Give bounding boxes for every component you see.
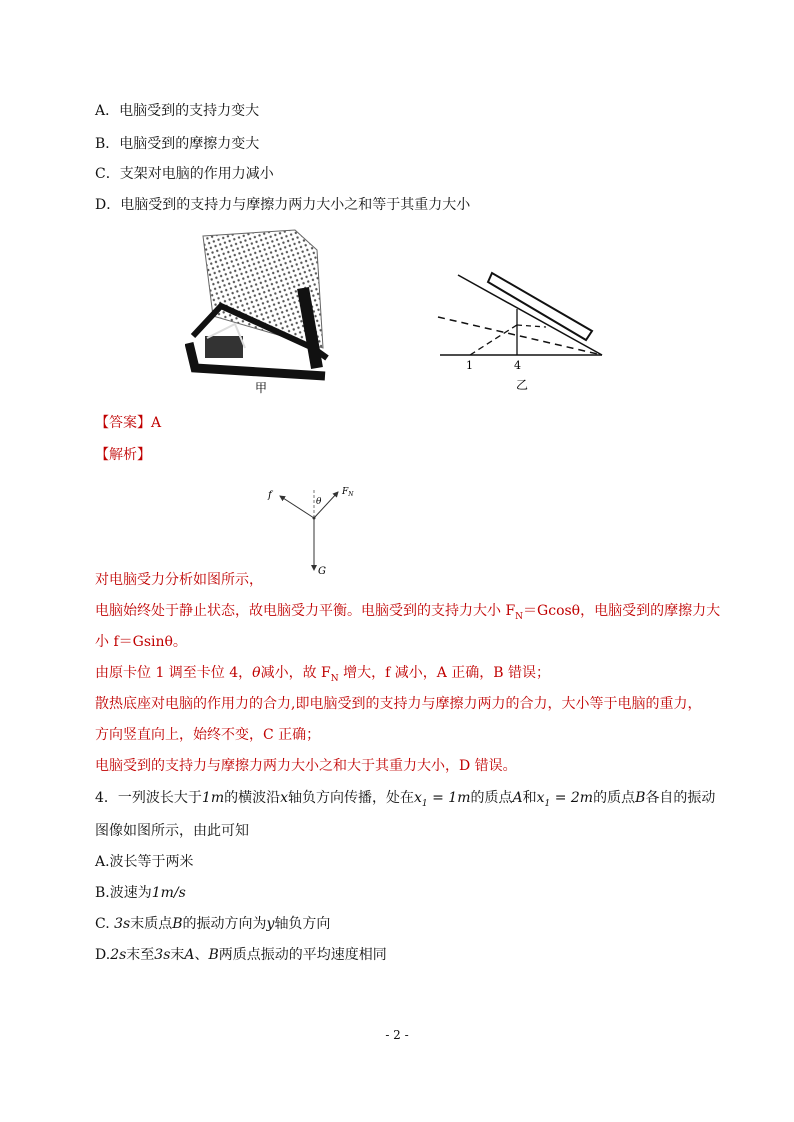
question-4-option-c: C. 3s末质点B的振动方向为y轴负方向 bbox=[95, 916, 331, 932]
option-a: A．电脑受到的支持力变大 bbox=[95, 103, 260, 119]
position-1-label: 1 bbox=[466, 359, 473, 372]
answer-label: 【答案】A bbox=[95, 415, 162, 431]
analysis-line-3: 小 f＝Gsinθ。 bbox=[95, 634, 187, 650]
analysis-line-5: 散热底座对电脑的作用力的合力,即电脑受到的支持力与摩擦力两力的合力，大小等于电脑的重力， bbox=[95, 696, 702, 712]
question-4-option-b: B.波速为1m/s bbox=[95, 885, 186, 901]
normal-force-subscript: N bbox=[348, 491, 354, 498]
figure-label-yi: 乙 bbox=[516, 378, 529, 392]
analysis-label: 【解析】 bbox=[95, 447, 151, 463]
question-4-option-d: D.2s末至3s末A、B两质点振动的平均速度相同 bbox=[95, 947, 387, 963]
option-d: D．电脑受到的支持力与摩擦力两力大小之和等于其重力大小 bbox=[95, 197, 471, 213]
question-4-stem-line-2: 图像如图所示，由此可知 bbox=[95, 823, 249, 839]
stand-schematic-figure bbox=[430, 265, 610, 395]
option-c: C．支架对电脑的作用力减小 bbox=[95, 166, 274, 182]
question-4-stem: 4．一列波长大于1m的横波沿x轴负方向传播，处在$x_1 = 1m$的质点A和$x_1 = 2m$的质点B各自的振动 bbox=[95, 790, 716, 809]
position-4-label: 4 bbox=[514, 359, 521, 372]
theta-label: θ bbox=[316, 497, 322, 507]
figure-label-jia: 甲 bbox=[255, 381, 268, 395]
analysis-line-1: 对电脑受力分析如图所示， bbox=[95, 572, 263, 588]
svg-text:FN bbox=[341, 487, 354, 498]
laptop-stand-figure bbox=[185, 228, 335, 398]
analysis-line-2: 电脑始终处于静止状态，故电脑受力平衡。电脑受到的支持力大小 $F_N=Gcos\theta$，电脑受到的摩擦力大 bbox=[95, 603, 721, 622]
normal-force-label: F bbox=[342, 487, 349, 497]
force-diagram bbox=[262, 480, 362, 580]
analysis-line-6: 方向竖直向上，始终不变，C 正确； bbox=[95, 727, 321, 743]
analysis-line-7: 电脑受到的支持力与摩擦力两力大小之和大于其重力大小，D 错误。 bbox=[95, 758, 517, 774]
analysis-line-4: 由原卡位 1 调至卡位 4，θ减小，故 $F_N$ 增大，f 减小，A 正确，B 错误； bbox=[95, 665, 551, 684]
gravity-label: G bbox=[318, 566, 326, 577]
friction-label: f bbox=[268, 490, 272, 501]
option-b: B．电脑受到的摩擦力变大 bbox=[95, 136, 260, 152]
page-number: - 2 - bbox=[385, 1028, 409, 1042]
question-4-option-a: A.波长等于两米 bbox=[95, 854, 194, 870]
